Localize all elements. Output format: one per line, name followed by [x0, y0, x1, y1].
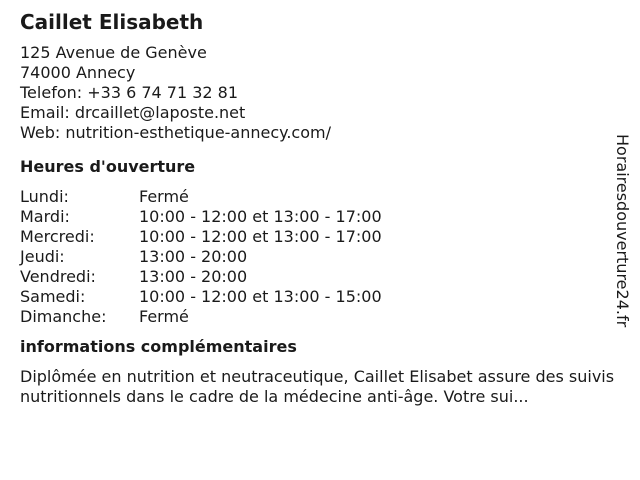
hours-row-sunday [20, 307, 620, 327]
time-value: 13:00 - 20:00 [139, 247, 248, 266]
day-label: Mardi: [20, 207, 70, 226]
opening-hours-title: Heures d'ouverture [20, 157, 196, 176]
time-value: 10:00 - 12:00 et 13:00 - 17:00 [139, 207, 382, 226]
website-line: Web: nutrition-esthetique-annecy.com/ [20, 123, 331, 142]
time-value: 10:00 - 12:00 et 13:00 - 15:00 [139, 287, 382, 306]
business-name: Caillet Elisabeth [20, 10, 204, 34]
day-label: Mercredi: [20, 227, 95, 246]
additional-info-text: Diplômée en nutrition et neutraceutique, Caillet Elisabet assure des suivis nutritionnels dans le cadre de la médecine anti-âge. Votre sui... [20, 367, 615, 406]
day-label: Lundi: [20, 187, 69, 206]
hours-row-saturday [20, 287, 620, 307]
email-line: Email: drcaillet@laposte.net [20, 103, 246, 122]
hours-row-tuesday [20, 207, 620, 227]
address-city: 74000 Annecy [20, 63, 136, 82]
additional-info-title: informations complémentaires [20, 337, 297, 356]
day-label: Dimanche: [20, 307, 107, 326]
time-value: 10:00 - 12:00 et 13:00 - 17:00 [139, 227, 382, 246]
time-value: Fermé [139, 187, 189, 206]
day-label: Samedi: [20, 287, 86, 306]
hours-row-thursday [20, 247, 620, 267]
phone-line: Telefon: +33 6 74 71 32 81 [20, 83, 239, 102]
opening-hours-table [20, 187, 620, 327]
time-value: 13:00 - 20:00 [139, 267, 248, 286]
contact-block [20, 43, 620, 143]
address-street: 125 Avenue de Genève [20, 43, 207, 62]
time-value: Fermé [139, 307, 189, 326]
day-label: Jeudi: [20, 247, 65, 266]
day-label: Vendredi: [20, 267, 96, 286]
hours-row-wednesday [20, 227, 620, 247]
site-watermark: Horairesdouverture24.fr [613, 134, 632, 328]
business-card [20, 10, 620, 407]
hours-row-friday [20, 267, 620, 287]
hours-row-monday [20, 187, 620, 207]
